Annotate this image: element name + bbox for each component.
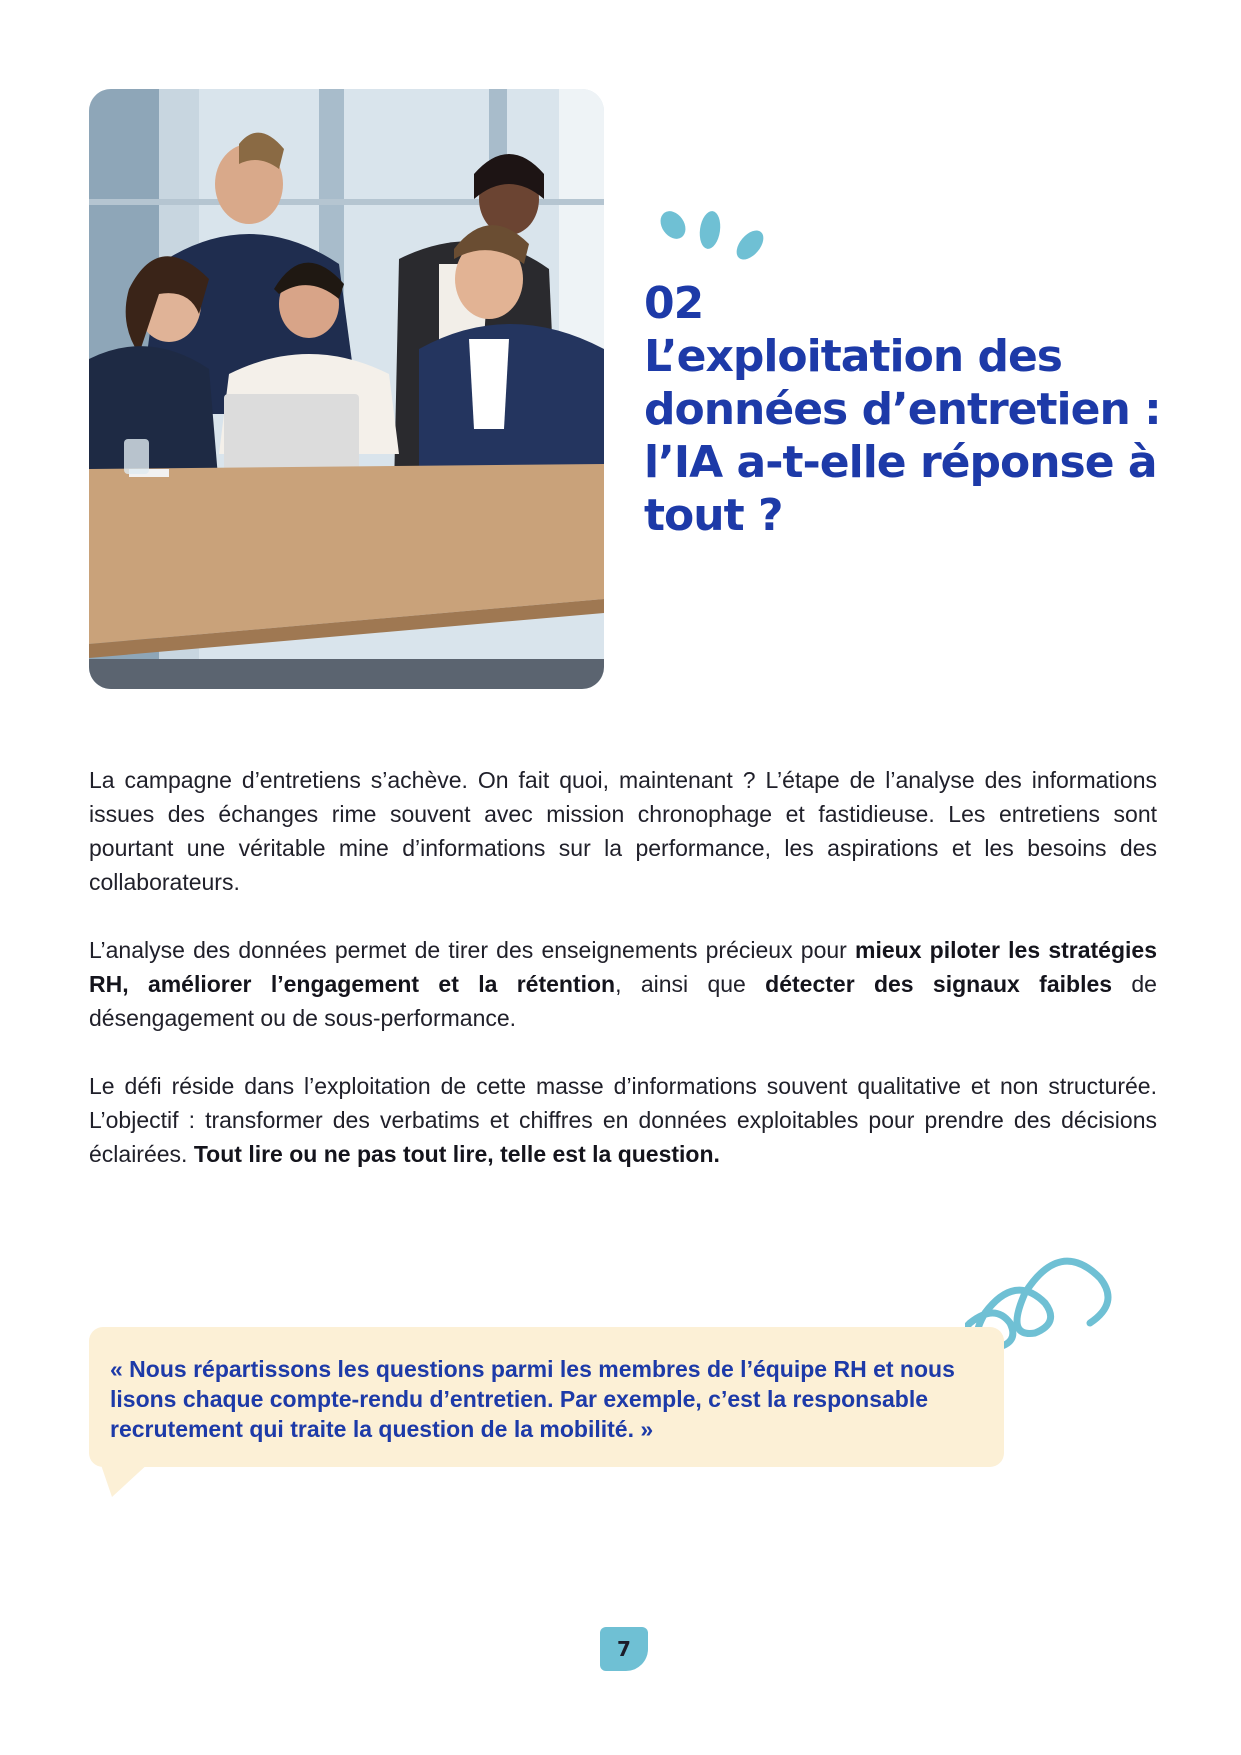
paragraph-2-bold-a: mieux piloter les stratégies RH, améliorer l’engagement et la rétention <box>89 937 1157 997</box>
paragraph-2-text-b: , ainsi que <box>615 971 766 997</box>
body-text <box>89 763 1157 1205</box>
page-number: 7 <box>600 1627 648 1671</box>
paragraph-2-text-c: de désengagement ou de sous-performance. <box>89 971 1157 1031</box>
section-title: L’exploitation des données d’entretien : l’IA a-t-elle réponse à tout ? <box>644 331 1161 541</box>
section-number: 02 <box>644 278 704 329</box>
paragraph-2-bold-b: détecter des signaux faibles <box>765 971 1113 997</box>
paragraph-3 <box>89 1069 1157 1171</box>
paragraph-2 <box>89 933 1157 1035</box>
team-photo <box>89 89 604 689</box>
quote-text: « Nous répartissons les questions parmi les membres de l’équipe RH et nous lisons chaque compte-rendu d’entretien. Par exemple, c’est la responsable recrutement qui traite la question de la mobilité. » <box>110 1356 955 1442</box>
section-heading <box>644 277 1204 542</box>
paragraph-1: La campagne d’entretiens s’achève. On fait quoi, maintenant ? L’étape de l’analyse des informations issues des échanges rime souvent avec mission chronophage et fastidieuse. Les entretiens sont pourtant une véritable mine d’informations sur la performance, les aspirations et les besoins des collaborateurs. <box>89 767 1157 895</box>
paragraph-2-text-a: L’analyse des données permet de tirer des enseignements précieux pour <box>89 937 856 963</box>
quote-tail-icon <box>100 1462 150 1502</box>
paragraph-3-bold: Tout lire ou ne pas tout lire, telle est la question. <box>193 1141 720 1167</box>
paragraph-3-text: Le défi réside dans l’exploitation de cette masse d’informations souvent qualitative et non structurée. L’objectif : transformer des verbatims et chiffres en données exploitables pour prendre des décisions éclairées. <box>89 1073 1157 1167</box>
drops-decoration-icon <box>655 205 775 275</box>
